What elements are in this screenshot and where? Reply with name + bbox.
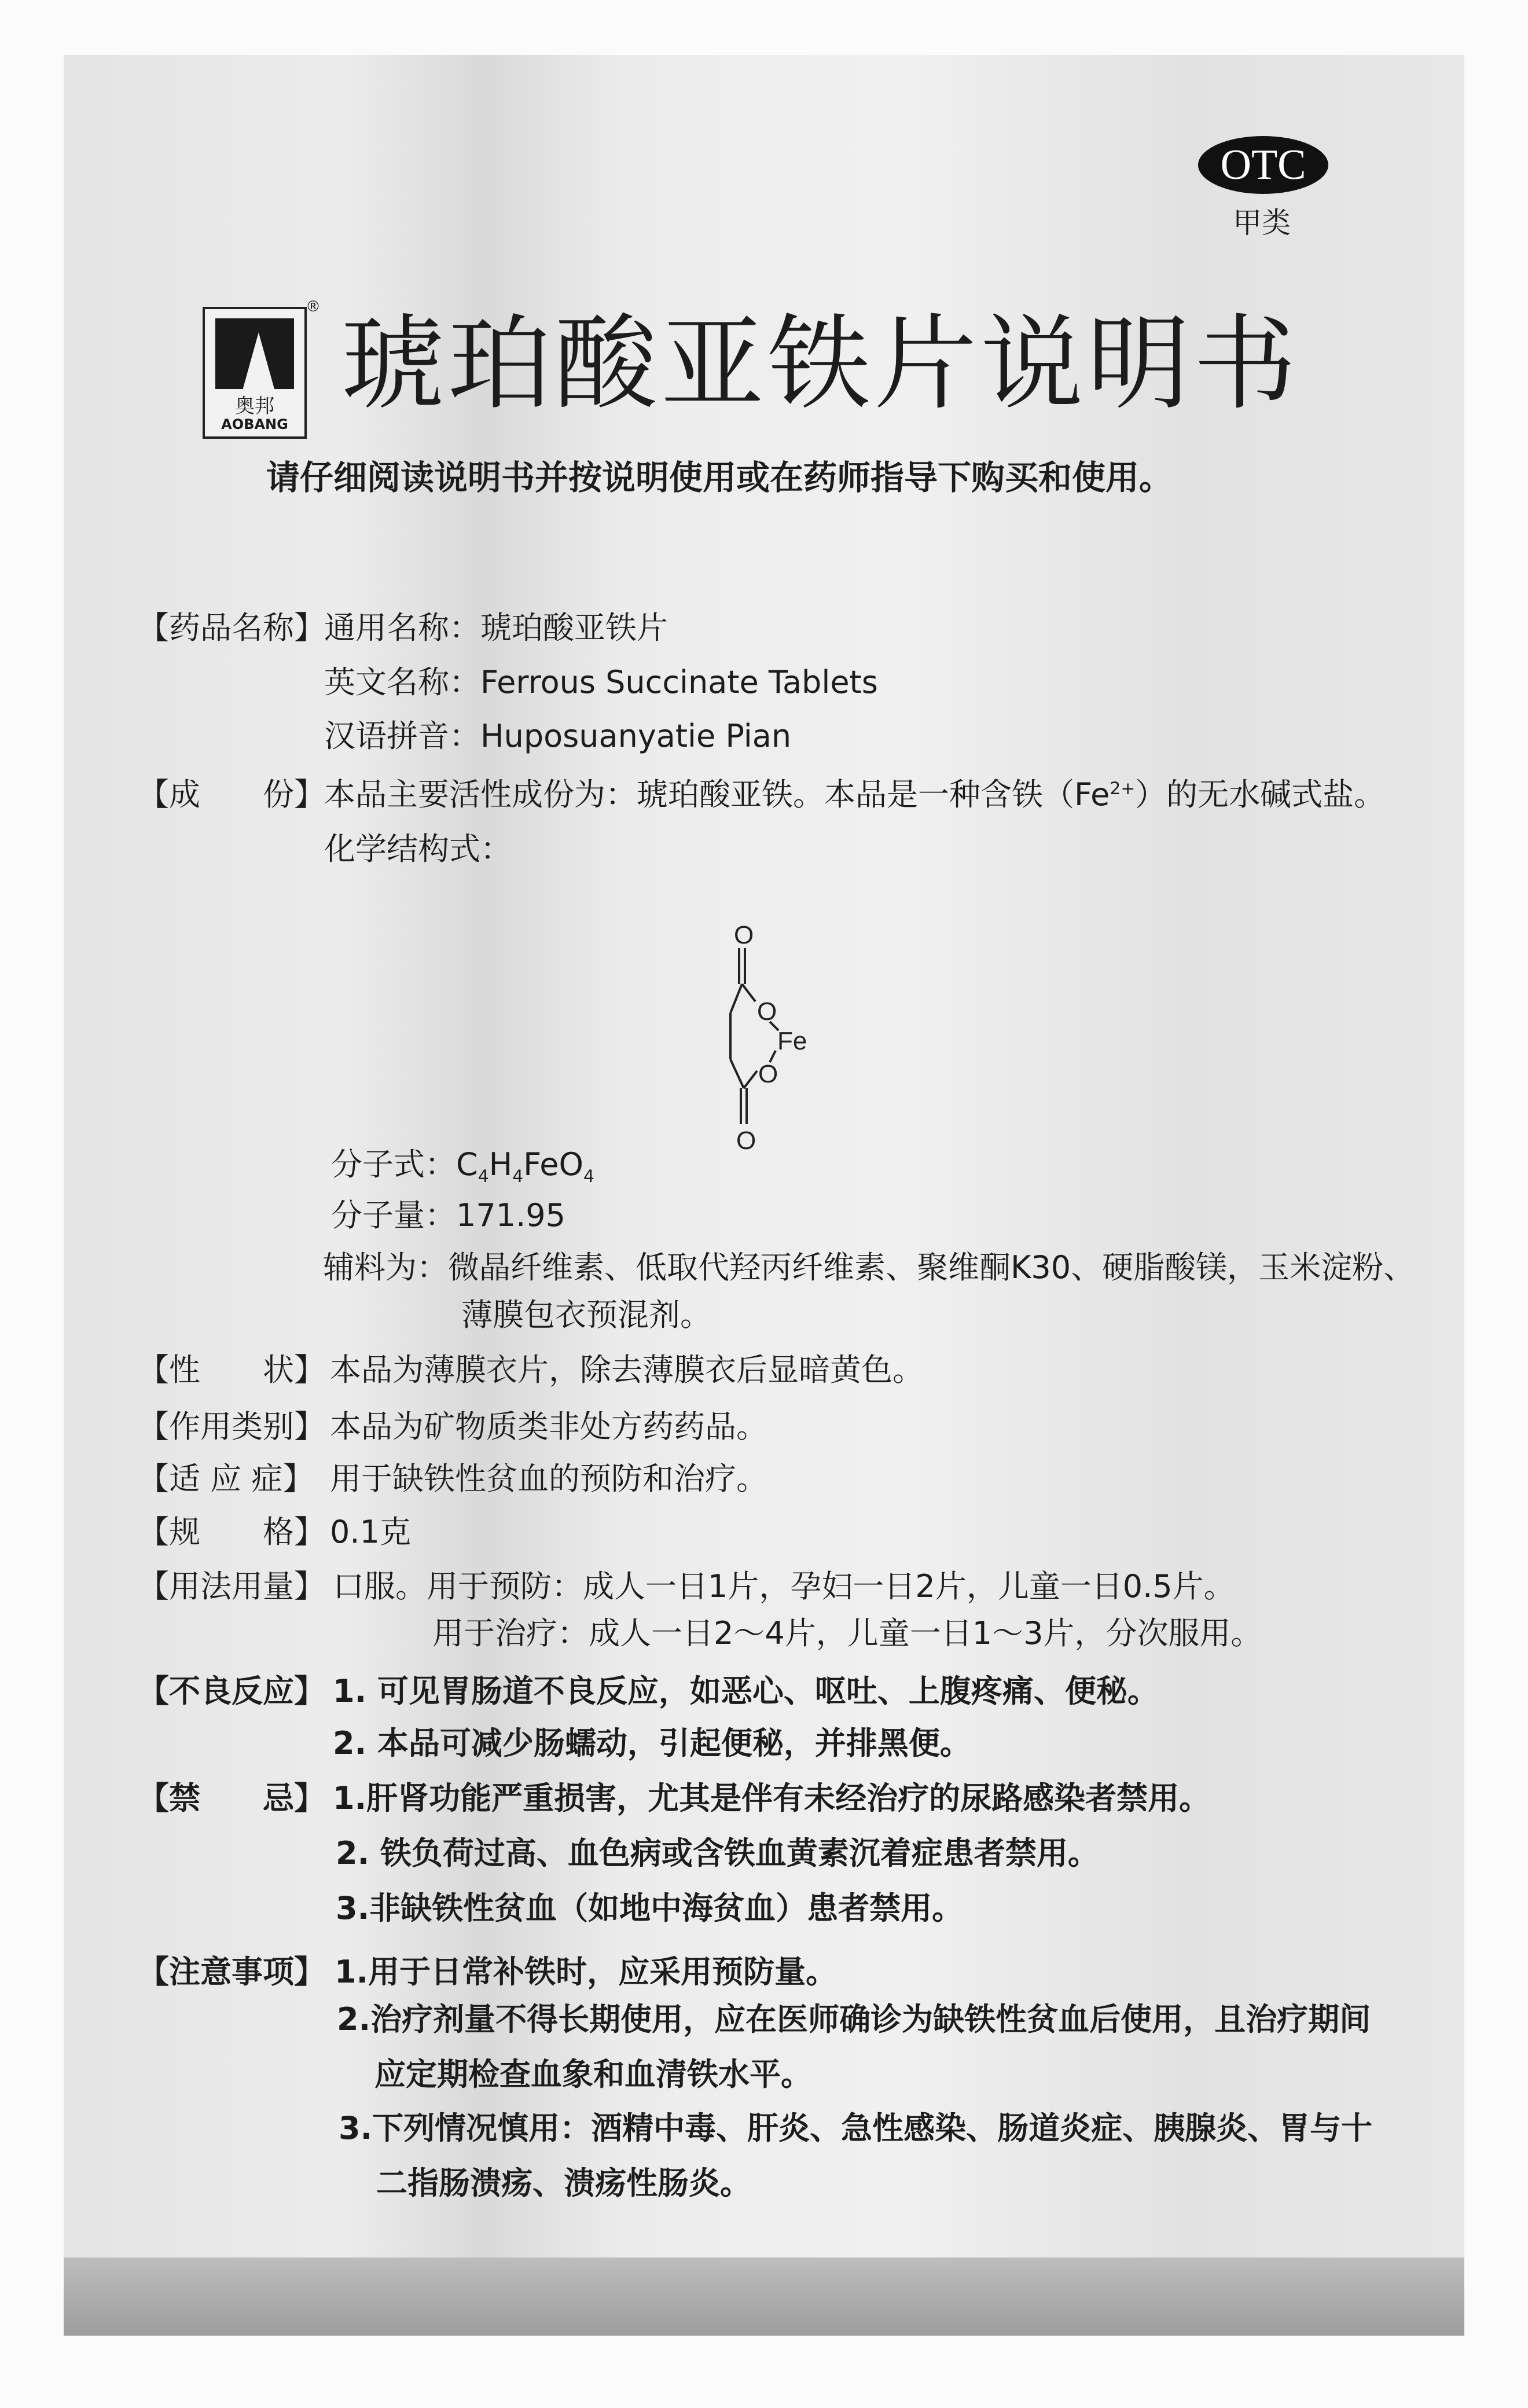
formula-c: C [456,1146,478,1183]
indication-label: 【适 应 症】 [138,1460,314,1497]
contra-item: 2. 铁负荷过高、血色病或含铁血黄素沉着症患者禁用。 [336,1835,1099,1871]
pinyin-name: 汉语拼音：Huposuanyatie Pian [324,718,792,754]
adverse-label: 【不良反应】 [138,1673,325,1709]
formula-feo: FeO [523,1146,583,1183]
composition-text [324,776,1386,813]
dosage-line-1: 口服。用于预防：成人一日1片，孕妇一日2片，儿童一日0.5片。 [333,1568,1235,1605]
precaution-item: 3.下列情况慎用：酒精中毒、肝炎、急性感染、肠道炎症、胰腺炎、胃与十 [339,2110,1373,2146]
formula-o-count: 4 [583,1166,594,1187]
molecular-weight: 分子量：171.95 [331,1197,565,1234]
logo-en: AOBANG [221,416,288,432]
otc-badge: OTC [1198,136,1328,194]
precautions-label: 【注意事项】 [138,1954,325,1990]
precaution-item-cont: 二指肠溃疡、溃疡性肠炎。 [376,2165,751,2201]
precaution-item: 2.治疗剂量不得长期使用，应在医师确诊为缺铁性贫血后使用，且治疗期间 [337,2001,1371,2038]
formula-label: 分子式： [331,1146,456,1183]
formula-h: H [488,1146,513,1183]
category-text: 本品为矿物质类非处方药药品。 [330,1408,767,1445]
composition-label: 【成 份】 [138,776,325,813]
adverse-item: 2. 本品可减少肠蠕动，引起便秘，并排黑便。 [333,1725,971,1761]
atom-o-top: O [734,921,754,949]
contra-label: 【禁 忌】 [138,1780,325,1816]
dosage-label: 【用法用量】 [138,1568,325,1605]
document-title: 琥珀酸亚铁片说明书 [341,304,1300,424]
atom-o-lower: O [758,1060,778,1088]
generic-name: 通用名称：琥珀酸亚铁片 [324,610,668,646]
indication-text: 用于缺铁性贫血的预防和治疗。 [330,1460,767,1497]
formula-h-count: 4 [512,1166,524,1187]
chemical-structure-diagram [683,915,880,1158]
spec-text: 0.1克 [330,1514,411,1550]
english-name: 英文名称：Ferrous Succinate Tablets [324,664,878,700]
structure-label: 化学结构式： [324,831,512,867]
composition-text-b: ）的无水碱式盐。 [1135,776,1386,813]
name-label: 【药品名称】 [138,610,325,646]
registered-mark: ® [306,298,321,315]
precaution-item-cont: 应定期检查血象和血清铁水平。 [374,2056,812,2093]
excipients-line-2: 薄膜包衣预混剂。 [461,1297,711,1333]
molecular-formula [331,1146,594,1187]
formula-c-count: 4 [477,1166,489,1187]
contra-item: 3.非缺铁性贫血（如地中海贫血）患者禁用。 [336,1890,964,1926]
atom-o-upper: O [757,997,777,1026]
excipients-line-1: 辅料为：微晶纤维素、低取代羟丙纤维素、聚维酮K30、硬脂酸镁，玉米淀粉、 [323,1249,1415,1286]
otc-category: 甲类 [1233,206,1291,240]
bottom-shadow-band [64,2258,1464,2336]
contra-item: 1.肝肾功能严重损害，尤其是伴有未经治疗的尿路感染者禁用。 [333,1780,1211,1816]
spec-label: 【规 格】 [138,1514,325,1550]
logo-cn: 奥邦 [235,395,274,418]
properties-text: 本品为薄膜衣片，除去薄膜衣后显暗黄色。 [330,1352,924,1388]
adverse-item: 1. 可见胃肠道不良反应，如恶心、呕吐、上腹疼痛、便秘。 [333,1673,1159,1709]
document-subtitle: 请仔细阅读说明书并按说明使用或在药师指导下购买和使用。 [266,458,1173,497]
aobang-logo [203,307,307,439]
properties-label: 【性 状】 [138,1352,325,1388]
iron-charge: 2+ [1110,779,1136,799]
composition-text-a: 本品主要活性成份为：琥珀酸亚铁。本品是一种含铁（Fe [324,776,1110,813]
precaution-item: 1.用于日常补铁时，应采用预防量。 [335,1954,838,1990]
logo-mark-icon [215,318,294,389]
category-label: 【作用类别】 [138,1408,325,1445]
dosage-line-2: 用于治疗：成人一日2～4片，儿童一日1～3片，分次服用。 [432,1615,1262,1651]
atom-o-bottom: O [736,1126,756,1155]
atom-fe: Fe [777,1027,807,1055]
